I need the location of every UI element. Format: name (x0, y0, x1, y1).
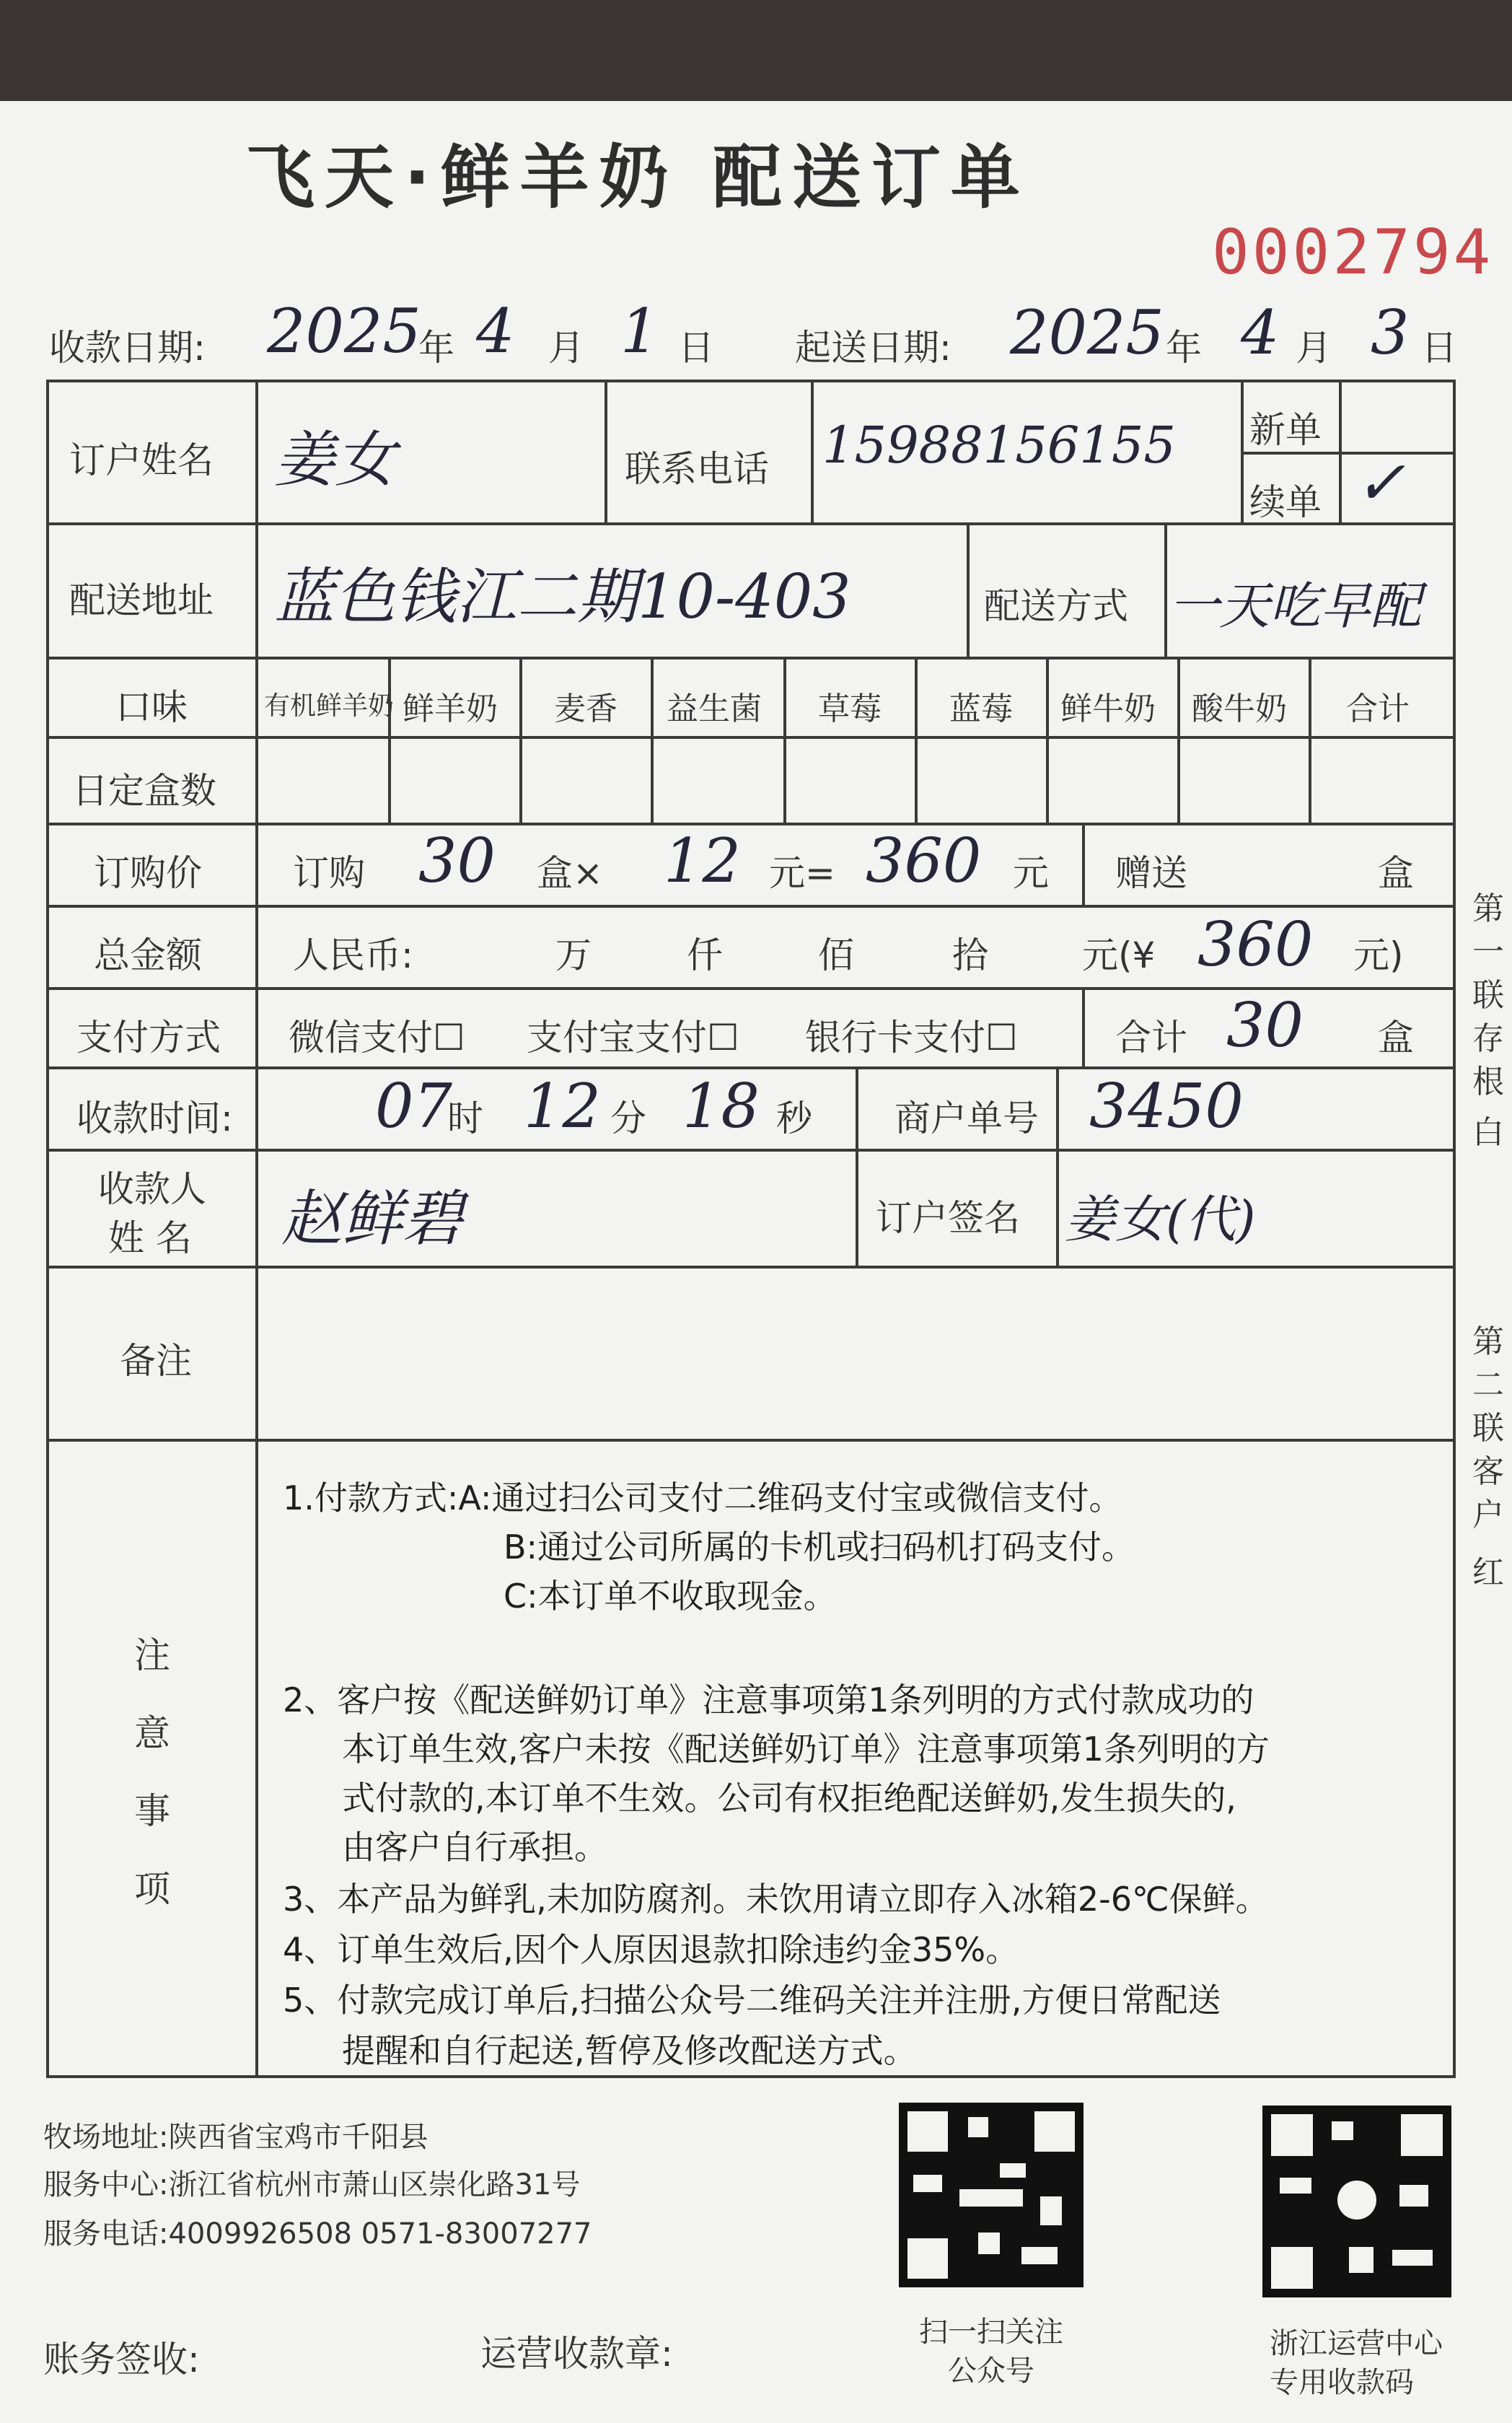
serial-number: 0002794 (1212, 216, 1494, 289)
note-line: 本订单生效,客户未按《配送鲜奶订单》注意事项第1条列明的方 (342, 1730, 1270, 1769)
note-line: 由客户自行承担。 (342, 1828, 607, 1867)
shi-label: 拾 (952, 934, 988, 976)
start-year-unit: 年 (1166, 327, 1202, 369)
customer-signature-label: 订户签名 (876, 1197, 1020, 1239)
phone-label: 联系电话 (625, 448, 769, 490)
flavor-label: 口味 (115, 686, 188, 728)
customer-name-value: 姜女 (274, 424, 396, 495)
flavor-total: 合计 (1346, 691, 1410, 727)
unit-price: 12 (664, 825, 741, 896)
pay-year: 2025 (267, 296, 421, 367)
note-line: 3、本产品为鲜乳,未加防腐剂。未饮用请立即存入冰箱2-6℃保鲜。 (283, 1880, 1269, 1919)
order-quantity: 30 (418, 825, 496, 896)
collector-label-line1: 收款人 (98, 1168, 206, 1210)
flavor-organic-goat-milk: 有机鲜羊奶 (264, 691, 395, 721)
pay-day-unit: 日 (678, 327, 714, 369)
payment-collection-qr (1262, 2106, 1451, 2297)
service-phone: 服务电话:4009926508 0571-83007277 (43, 2217, 592, 2251)
delivery-method-value: 一天吃早配 (1169, 577, 1421, 636)
side-label-first-copy: 第一联存根 (1472, 890, 1504, 1100)
pay-second: 18 (682, 1071, 760, 1142)
qr1-caption-line1: 扫一扫关注 (919, 2315, 1063, 2349)
flavor-blueberry: 蓝莓 (949, 691, 1013, 727)
note-line: 式付款的,本订单不生效。公司有权拒绝配送鲜奶,发生损失的, (342, 1779, 1236, 1818)
note-line: 5、付款完成订单后,扫描公众号二维码关注并注册,方便日常配送 (283, 1981, 1221, 2020)
farm-address: 牧场地址:陕西省宝鸡市千阳县 (43, 2121, 428, 2154)
gift-label: 赠送 (1115, 852, 1187, 894)
gift-box-label: 盒 (1378, 852, 1414, 894)
side-label-second-copy: 第二联客户 (1472, 1323, 1504, 1533)
renew-order-label: 续单 (1249, 481, 1322, 523)
service-center-address: 服务中心:浙江省杭州市萧山区崇化路31号 (43, 2168, 581, 2201)
hour-unit: 时 (447, 1097, 483, 1139)
renew-check-mark: ✓ (1355, 447, 1406, 518)
flavor-strawberry: 草莓 (818, 691, 882, 727)
delivery-method-label: 配送方式 (984, 585, 1128, 627)
customer-name-label: 订户姓名 (69, 439, 214, 481)
pay-minute: 12 (524, 1071, 601, 1142)
note-line: B:通过公司所属的卡机或扫码机打码支付。 (504, 1528, 1135, 1567)
start-day-unit: 日 (1421, 327, 1457, 369)
sum-label: 合计 (1115, 1017, 1187, 1059)
yuan-paren-label: 元(¥ (1082, 934, 1156, 976)
side-label-first-color: 白 (1472, 1114, 1504, 1151)
merchant-number-value: 3450 (1089, 1071, 1244, 1142)
address-value: 蓝色钱江二期10-403 (274, 561, 851, 632)
start-month: 4 (1241, 297, 1280, 368)
second-unit: 秒 (776, 1097, 812, 1139)
pay-month-unit: 月 (548, 327, 584, 369)
qr1-caption-line2: 公众号 (948, 2354, 1034, 2388)
pay-year-unit: 年 (418, 327, 454, 369)
merchant-number-label: 商户单号 (895, 1097, 1039, 1139)
pay-day: 1 (620, 296, 659, 367)
flavor-cow-milk: 鲜牛奶 (1060, 691, 1156, 727)
notes-label-char-3: 事 (134, 1790, 170, 1832)
box-times-label: 盒× (537, 852, 603, 894)
note-line: 4、订单生效后,因个人原因退款扣除违约金35%。 (283, 1930, 1019, 1969)
note-line: C:本订单不收取现金。 (504, 1577, 837, 1616)
flavor-goat-milk: 鲜羊奶 (403, 691, 498, 727)
qr2-caption-line1: 浙江运营中心 (1270, 2327, 1443, 2360)
order-subtotal: 360 (866, 825, 982, 896)
pay-time-label: 收款时间: (76, 1097, 233, 1139)
pay-hour: 07 (375, 1071, 452, 1142)
minute-unit: 分 (610, 1097, 646, 1139)
sum-box-label: 盒 (1378, 1017, 1414, 1059)
sum-quantity: 30 (1226, 990, 1304, 1061)
operation-stamp-label: 运营收款章: (480, 2333, 673, 2375)
notes-label-char-1: 注 (134, 1634, 170, 1676)
payment-bankcard-option[interactable]: 银行卡支付☐ (805, 1017, 1018, 1059)
flavor-malt: 麦香 (554, 691, 617, 727)
note-line: 2、客户按《配送鲜奶订单》注意事项第1条列明的方式付款成功的 (283, 1681, 1254, 1719)
rmb-label: 人民币: (293, 934, 413, 976)
start-month-unit: 月 (1296, 327, 1332, 369)
total-amount-value: 360 (1197, 909, 1314, 980)
customer-signature-value: 姜女(代) (1065, 1190, 1256, 1249)
start-date-label: 起送日期: (795, 327, 951, 369)
qr2-caption-line2: 专用收款码 (1270, 2366, 1414, 2399)
start-year: 2025 (1010, 297, 1164, 368)
flavor-yogurt: 酸牛奶 (1192, 691, 1287, 727)
side-label-second-color: 红 (1472, 1554, 1504, 1591)
remark-label: 备注 (120, 1340, 192, 1382)
notes-label-char-2: 意 (134, 1712, 170, 1754)
note-line: 提醒和自行起送,暂停及修改配送方式。 (342, 2031, 917, 2070)
collector-name-signature: 赵鲜碧 (281, 1183, 464, 1254)
notes-label-char-4: 项 (134, 1868, 170, 1910)
order-yuan-label: 元 (1013, 852, 1049, 894)
payment-wechat-option[interactable]: 微信支付☐ (289, 1017, 465, 1059)
wan-label: 万 (555, 934, 592, 976)
order-price-label: 订购价 (94, 852, 202, 894)
yuan-equals-label: 元= (769, 852, 835, 894)
yuan-close-label: 元) (1353, 934, 1404, 976)
pay-month: 4 (476, 296, 515, 367)
pay-date-label: 收款日期: (49, 327, 206, 369)
qian-label: 仟 (687, 934, 723, 976)
wechat-official-account-qr (899, 2103, 1084, 2287)
address-label: 配送地址 (69, 579, 214, 621)
payment-method-label: 支付方式 (76, 1017, 221, 1059)
form-title: 飞天·鲜羊奶 配送订单 (245, 137, 1030, 218)
start-day: 3 (1371, 297, 1410, 368)
total-amount-label: 总金额 (94, 934, 202, 976)
phone-value: 15988156155 (822, 416, 1176, 475)
daily-boxes-label: 日定盒数 (72, 770, 216, 812)
bai-label: 佰 (818, 934, 854, 976)
flavor-probiotic: 益生菌 (667, 691, 762, 727)
new-order-label: 新单 (1249, 409, 1322, 451)
payment-alipay-option[interactable]: 支付宝支付☐ (527, 1017, 739, 1059)
order-buy-label: 订购 (293, 852, 365, 894)
account-sign-label: 账务签收: (43, 2339, 200, 2380)
note-line: 1.付款方式:A:通过扫公司支付二维码支付宝或微信支付。 (283, 1478, 1122, 1517)
collector-label-line2: 姓 名 (108, 1217, 192, 1259)
